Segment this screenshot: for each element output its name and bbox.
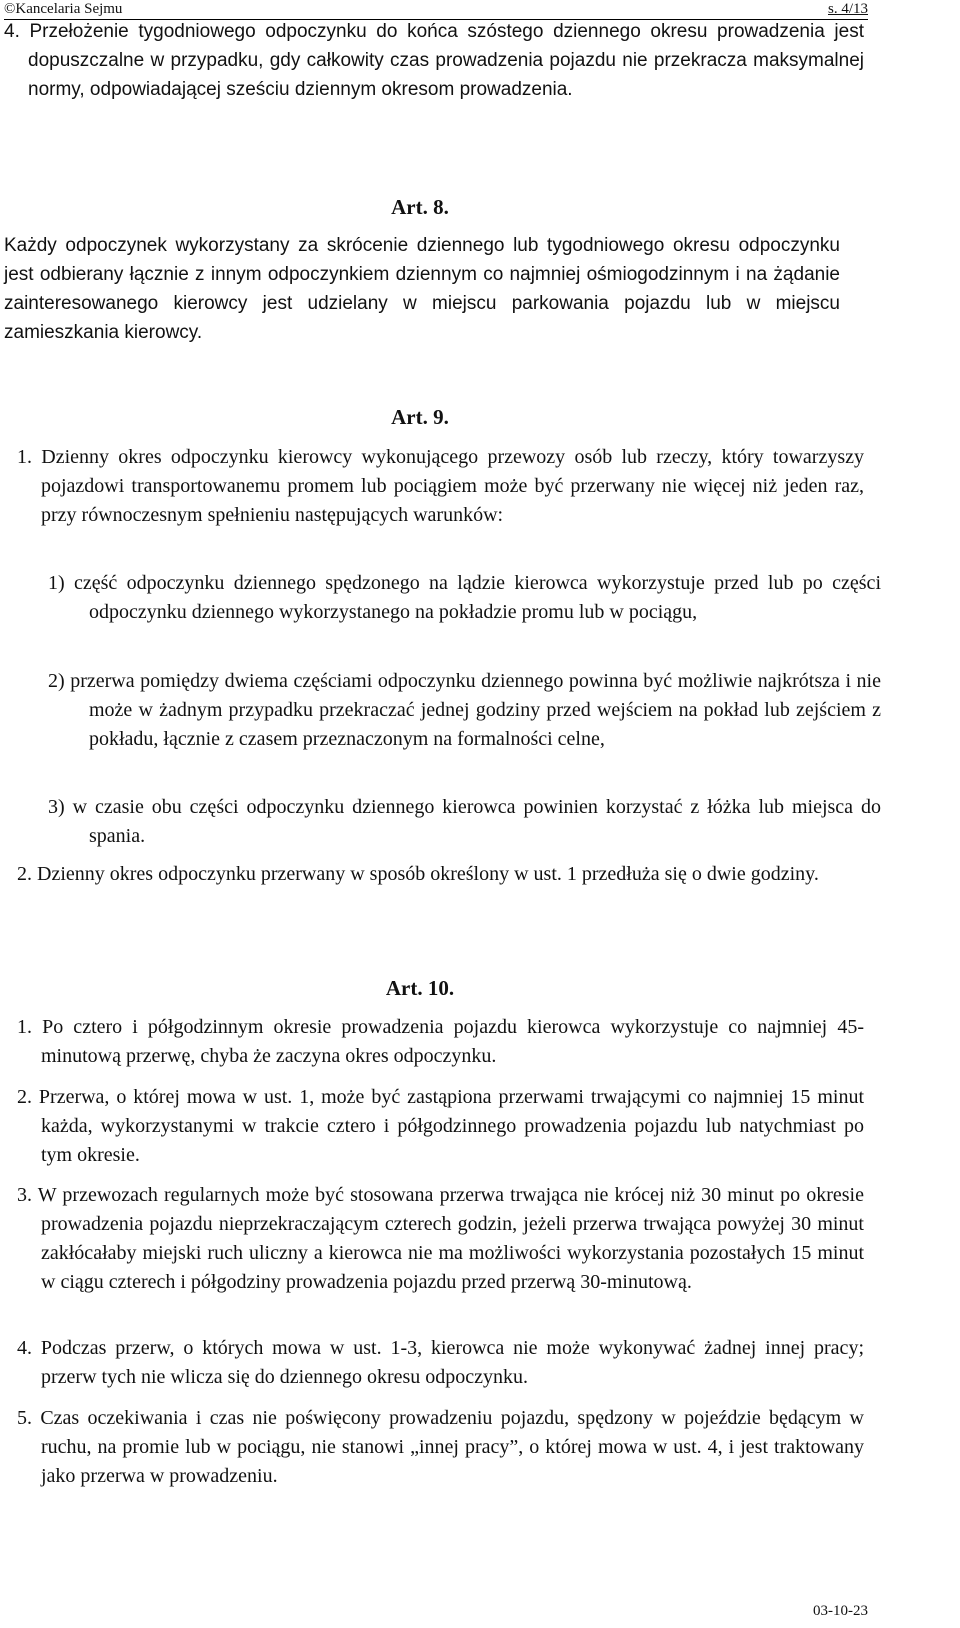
art9-paragraph-1: 1. Dzienny okres odpoczynku kierowcy wykonującego przewozy osób lub rzeczy, który towarzyszy pojazdowi transportowanemu promem lub pociągiem może być przerwany nie więcej niż jeden raz, przy równoczesnym spełnieniu następujących warunków: (17, 446, 864, 526)
art9-item-1: 1) część odpoczynku dziennego spędzonego na lądzie kierowca wykorzystuje przed lub po części odpoczynku dziennego wykorzystanego na pokładzie promu lub w pociągu, (48, 572, 881, 623)
art7-paragraph-4: 4. Przełożenie tygodniowego odpoczynku do końca szóstego dziennego okresu prowadzenia jest dopuszczalne w przypadku, gdy całkowity czas prowadzenia pojazdu nie przekracza maksymalnej normy, odpowiadającej sześciu dziennym okresom prowadzenia. (4, 21, 864, 100)
art10-paragraph-1: 1. Po cztero i półgodzinnym okresie prowadzenia pojazdu kierowca wykorzystuje co najmniej 45-minutową przerwę, chyba że zaczyna okres odpoczynku. (17, 1016, 864, 1067)
header-page-number: s. 4/13 (827, 1, 868, 17)
art10-paragraph-3: 3. W przewozach regularnych może być stosowana przerwa trwająca nie krócej niż 30 minut po okresie prowadzenia pojazdu nieprzekraczającym czterech godzin, jeżeli przerwa trwająca powyżej 30 minut zakłócałaby miejski ruch uliczny a kierowca nie ma możliwości wykorzystania pozostałych 15 minut w ciągu czterech i półgodziny prowadzenia pojazdu przed przerwą 30-minutową. (17, 1184, 864, 1293)
header-publisher: ©Kancelaria Sejmu (4, 1, 123, 17)
art9-item-3: 3) w czasie obu części odpoczynku dziennego kierowca powinien korzystać z łóżka lub miejsca do spania. (48, 796, 881, 847)
art9-item-2: 2) przerwa pomiędzy dwiema częściami odpoczynku dziennego powinna być możliwie najkrótsza i nie może w żadnym przypadku przekraczać jednej godziny przed wejściem na pokład lub zejściem z pokładu, łącznie z czasem przeznaczonym na formalności celne, (48, 670, 881, 750)
art8-text: Każdy odpoczynek wykorzystany za skrócenie dziennego lub tygodniowego okresu odpoczynku jest odbierany łącznie z innym odpoczynkiem dziennym co najmniej ośmiogodzinnym i na żądanie zainteresowanego kierowcy jest udzielany w miejscu parkowania pojazdu lub w miejscu zamieszkania kierowcy. (4, 235, 840, 343)
footer-date: 03-10-23 (813, 1603, 868, 1619)
art10-title: Art. 10. (385, 976, 455, 1000)
art10-paragraph-4: 4. Podczas przerw, o których mowa w ust. 1-3, kierowca nie może wykonywać żadnej innej pracy; przerw tych nie wlicza się do dziennego okresu odpoczynku. (17, 1337, 864, 1388)
art8-title: Art. 8. (391, 195, 449, 219)
art10-paragraph-2: 2. Przerwa, o której mowa w ust. 1, może być zastąpiona przerwami trwającymi co najmniej 15 minut każda, wykorzystanymi w trakcie cztero i półgodzinnego prowadzenia pojazdu lub natychmiast po tym okresie. (17, 1086, 864, 1166)
art10-paragraph-5: 5. Czas oczekiwania i czas nie poświęcony prowadzeniu pojazdu, spędzony w pojeździe będącym w ruchu, na promie lub w pociągu, nie stanowi „innej pracy”, o której mowa w ust. 4, i jest traktowany jako przerwa w prowadzeniu. (17, 1407, 864, 1487)
art9-title: Art. 9. (391, 405, 449, 429)
art9-paragraph-2: 2. Dzienny okres odpoczynku przerwany w sposób określony w ust. 1 przedłuża się o dwie godziny. (17, 863, 819, 885)
